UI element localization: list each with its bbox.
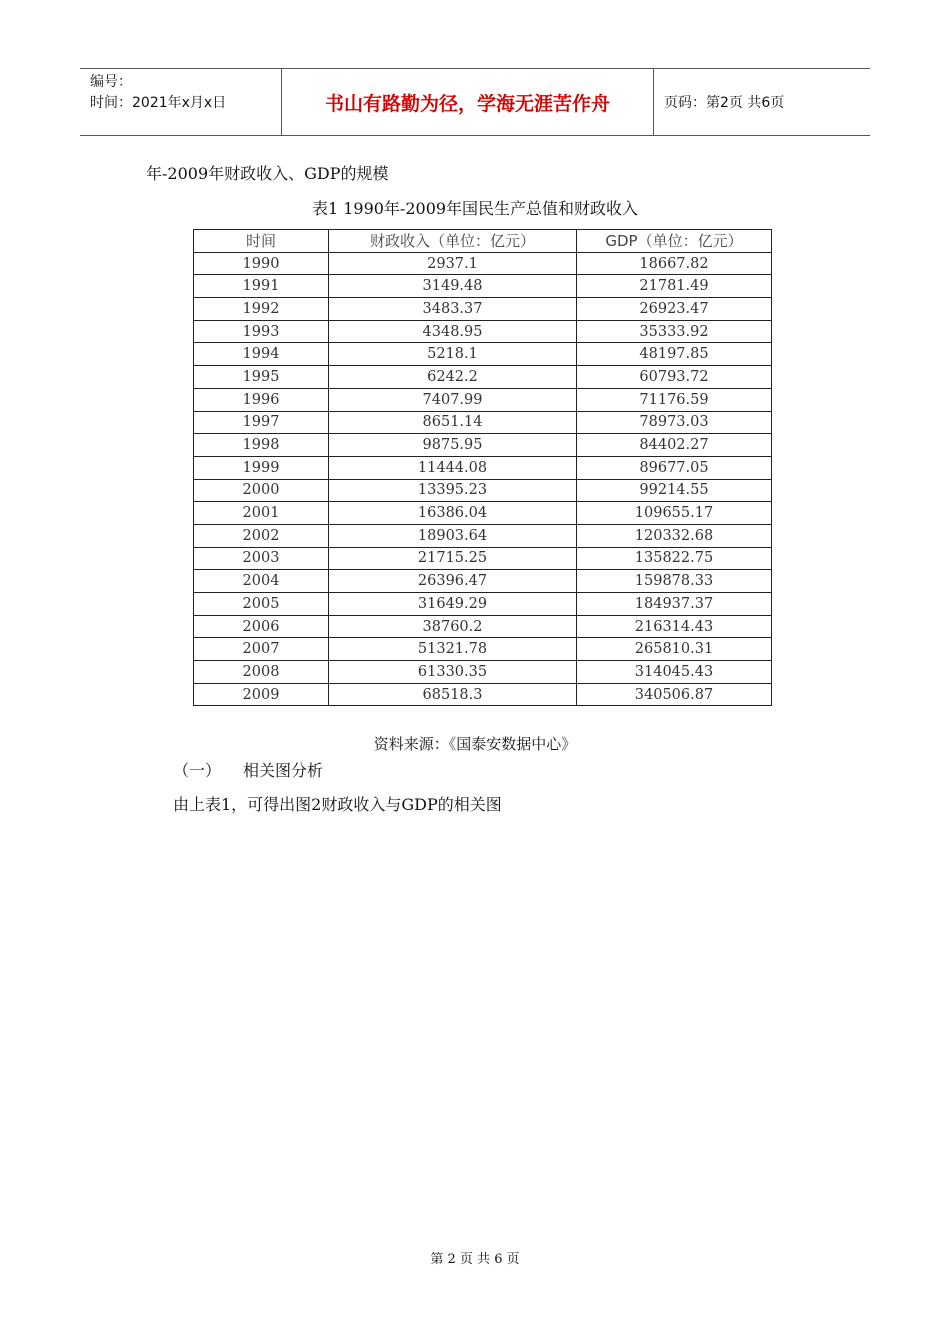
cell-year: 1998 bbox=[194, 434, 329, 457]
table-row bbox=[194, 388, 772, 411]
page-header bbox=[80, 68, 870, 136]
cell-year: 2002 bbox=[194, 524, 329, 547]
table-row bbox=[194, 547, 772, 570]
cell-gdp: 216314.43 bbox=[577, 615, 772, 638]
header-page-info: 页码：第2页 共6页 bbox=[664, 95, 785, 111]
document-date: 时间：2021年x月x日 bbox=[90, 95, 227, 111]
cell-fiscal-revenue: 7407.99 bbox=[329, 388, 577, 411]
fiscal-gdp-table bbox=[193, 229, 772, 706]
cell-year: 1996 bbox=[194, 388, 329, 411]
table-row bbox=[194, 593, 772, 616]
cell-gdp: 120332.68 bbox=[577, 524, 772, 547]
table-row bbox=[194, 434, 772, 457]
table-row bbox=[194, 275, 772, 298]
cell-year: 2004 bbox=[194, 570, 329, 593]
cell-gdp: 99214.55 bbox=[577, 479, 772, 502]
intro-text: 年-2009年财政收入、GDP的规模 bbox=[146, 164, 389, 183]
cell-gdp: 26923.47 bbox=[577, 298, 772, 321]
cell-year: 1995 bbox=[194, 366, 329, 389]
cell-gdp: 184937.37 bbox=[577, 593, 772, 616]
cell-year: 1993 bbox=[194, 320, 329, 343]
cell-fiscal-revenue: 13395.23 bbox=[329, 479, 577, 502]
cell-year: 2003 bbox=[194, 547, 329, 570]
table-header-row bbox=[194, 230, 772, 253]
cell-gdp: 265810.31 bbox=[577, 638, 772, 661]
cell-fiscal-revenue: 38760.2 bbox=[329, 615, 577, 638]
cell-fiscal-revenue: 61330.35 bbox=[329, 661, 577, 684]
cell-year: 1994 bbox=[194, 343, 329, 366]
cell-gdp: 314045.43 bbox=[577, 661, 772, 684]
cell-gdp: 135822.75 bbox=[577, 547, 772, 570]
cell-year: 2007 bbox=[194, 638, 329, 661]
cell-gdp: 35333.92 bbox=[577, 320, 772, 343]
cell-gdp: 84402.27 bbox=[577, 434, 772, 457]
cell-fiscal-revenue: 2937.1 bbox=[329, 252, 577, 275]
cell-year: 1997 bbox=[194, 411, 329, 434]
cell-fiscal-revenue: 3149.48 bbox=[329, 275, 577, 298]
cell-fiscal-revenue: 11444.08 bbox=[329, 456, 577, 479]
cell-year: 1990 bbox=[194, 252, 329, 275]
page-footer: 第 2 页 共 6 页 bbox=[430, 1252, 520, 1267]
cell-fiscal-revenue: 31649.29 bbox=[329, 593, 577, 616]
cell-fiscal-revenue: 8651.14 bbox=[329, 411, 577, 434]
cell-year: 2001 bbox=[194, 502, 329, 525]
data-source: 资料来源：《国泰安数据中心》 bbox=[373, 735, 577, 753]
cell-year: 2005 bbox=[194, 593, 329, 616]
cell-gdp: 159878.33 bbox=[577, 570, 772, 593]
section-number: （一） bbox=[173, 761, 222, 780]
cell-year: 2000 bbox=[194, 479, 329, 502]
table-body bbox=[194, 252, 772, 706]
cell-year: 2008 bbox=[194, 661, 329, 684]
cell-fiscal-revenue: 26396.47 bbox=[329, 570, 577, 593]
document-number-label: 编号： bbox=[90, 74, 132, 90]
cell-fiscal-revenue: 4348.95 bbox=[329, 320, 577, 343]
cell-gdp: 21781.49 bbox=[577, 275, 772, 298]
cell-gdp: 340506.87 bbox=[577, 683, 772, 706]
table-row bbox=[194, 524, 772, 547]
table-row bbox=[194, 615, 772, 638]
table-row bbox=[194, 366, 772, 389]
table-row bbox=[194, 502, 772, 525]
cell-fiscal-revenue: 3483.37 bbox=[329, 298, 577, 321]
table-row bbox=[194, 252, 772, 275]
cell-fiscal-revenue: 16386.04 bbox=[329, 502, 577, 525]
table-row bbox=[194, 298, 772, 321]
cell-fiscal-revenue: 18903.64 bbox=[329, 524, 577, 547]
table-row bbox=[194, 320, 772, 343]
section-title: 相关图分析 bbox=[243, 761, 324, 780]
section-heading bbox=[173, 758, 323, 781]
header-motto: 书山有路勤为径，学海无涯苦作舟 bbox=[282, 69, 654, 135]
cell-year: 2009 bbox=[194, 683, 329, 706]
cell-gdp: 109655.17 bbox=[577, 502, 772, 525]
table-row bbox=[194, 479, 772, 502]
cell-fiscal-revenue: 9875.95 bbox=[329, 434, 577, 457]
cell-gdp: 71176.59 bbox=[577, 388, 772, 411]
column-header-time: 时间 bbox=[194, 230, 329, 253]
cell-fiscal-revenue: 51321.78 bbox=[329, 638, 577, 661]
cell-fiscal-revenue: 68518.3 bbox=[329, 683, 577, 706]
table-row bbox=[194, 661, 772, 684]
table-caption: 表1 1990年-2009年国民生产总值和财政收入 bbox=[311, 199, 639, 218]
table-row bbox=[194, 456, 772, 479]
column-header-fiscal-revenue: 财政收入（单位：亿元） bbox=[329, 230, 577, 253]
cell-year: 2006 bbox=[194, 615, 329, 638]
cell-year: 1999 bbox=[194, 456, 329, 479]
cell-fiscal-revenue: 21715.25 bbox=[329, 547, 577, 570]
table-row bbox=[194, 411, 772, 434]
cell-year: 1992 bbox=[194, 298, 329, 321]
header-left-cell bbox=[80, 69, 282, 135]
cell-gdp: 78973.03 bbox=[577, 411, 772, 434]
cell-fiscal-revenue: 5218.1 bbox=[329, 343, 577, 366]
table-row bbox=[194, 638, 772, 661]
column-header-gdp: GDP（单位：亿元） bbox=[577, 230, 772, 253]
cell-gdp: 18667.82 bbox=[577, 252, 772, 275]
cell-gdp: 60793.72 bbox=[577, 366, 772, 389]
body-paragraph: 由上表1，可得出图2财政收入与GDP的相关图 bbox=[173, 795, 502, 814]
table-row bbox=[194, 683, 772, 706]
cell-gdp: 48197.85 bbox=[577, 343, 772, 366]
table-row bbox=[194, 343, 772, 366]
table-row bbox=[194, 570, 772, 593]
cell-year: 1991 bbox=[194, 275, 329, 298]
cell-gdp: 89677.05 bbox=[577, 456, 772, 479]
cell-fiscal-revenue: 6242.2 bbox=[329, 366, 577, 389]
